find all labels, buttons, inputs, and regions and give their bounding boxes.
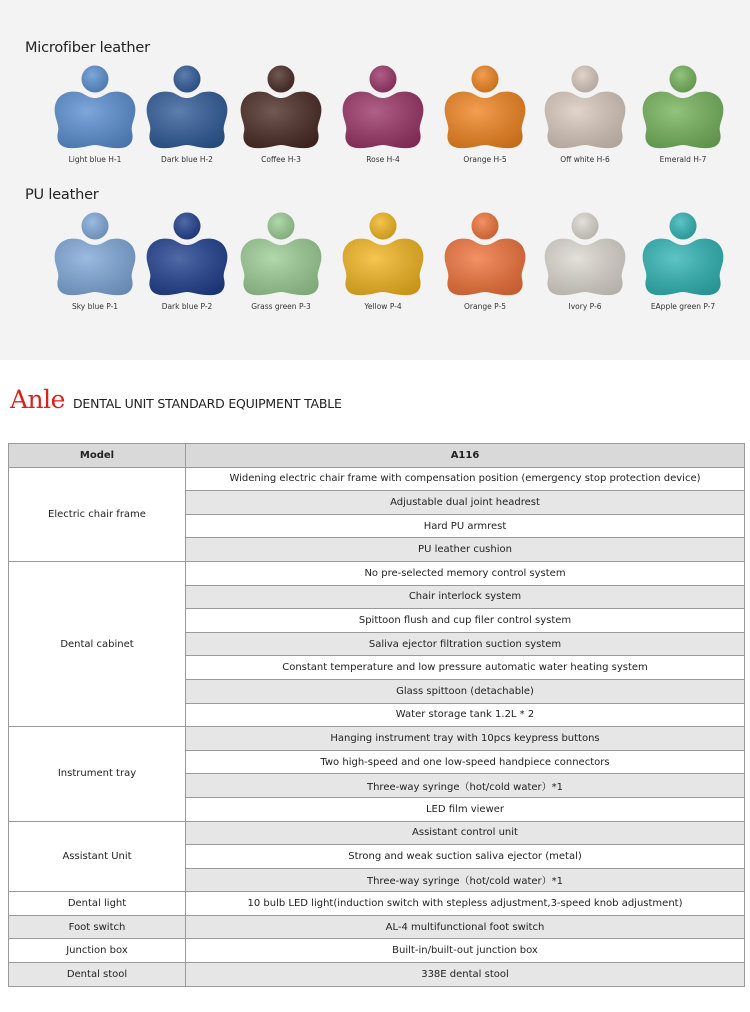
table-row (9, 915, 745, 939)
chair-swatch-icon (435, 62, 535, 162)
swatch-label: Orange H-5 (463, 155, 507, 164)
category-cell: Dental cabinet (9, 561, 186, 726)
equipment-item-cell: Constant temperature and low pressure automatic water heating system (186, 656, 745, 680)
equipment-item-cell: LED film viewer (186, 797, 745, 821)
chair-swatch-icon (535, 209, 635, 309)
category-cell: Junction box (9, 939, 186, 963)
equipment-item-cell: PU leather cushion (186, 538, 745, 562)
microfiber-section-title: Microfiber leather (25, 40, 150, 56)
color-swatch (333, 209, 433, 349)
color-swatch (333, 62, 433, 202)
equipment-item-cell: Assistant control unit (186, 821, 745, 845)
swatch-label: Rose H-4 (366, 155, 400, 164)
swatch-label: Light blue H-1 (68, 155, 122, 164)
equipment-item-cell: Hard PU armrest (186, 514, 745, 538)
table-row (9, 561, 745, 585)
chair-swatch-icon (633, 62, 733, 162)
chair-swatch-icon (231, 62, 331, 162)
swatch-label: Emerald H-7 (659, 155, 707, 164)
color-swatch (435, 62, 535, 202)
equipment-table-body (9, 467, 745, 986)
category-cell: Foot switch (9, 915, 186, 939)
equipment-item-cell: Built-in/built-out junction box (186, 939, 745, 963)
swatch-label: Off white H-6 (560, 155, 610, 164)
category-cell: Instrument tray (9, 727, 186, 821)
chair-swatch-icon (137, 62, 237, 162)
equipment-item-cell: Two high-speed and one low-speed handpiece connectors (186, 750, 745, 774)
swatch-label: Yellow P-4 (364, 302, 402, 311)
equipment-item-cell: Water storage tank 1.2L * 2 (186, 703, 745, 727)
swatch-label: Coffee H-3 (261, 155, 301, 164)
swatch-label: Grass green P-3 (251, 302, 311, 311)
equipment-item-cell: Widening electric chair frame with compensation position (emergency stop protection device) (186, 467, 745, 491)
pu-section-title: PU leather (25, 187, 99, 203)
equipment-item-cell: Saliva ejector filtration suction system (186, 632, 745, 656)
category-cell: Dental light (9, 892, 186, 916)
equipment-item-cell: No pre-selected memory control system (186, 561, 745, 585)
table-title: DENTAL UNIT STANDARD EQUIPMENT TABLE (72, 396, 342, 411)
color-swatch (435, 209, 535, 349)
equipment-item-cell: Glass spittoon (detachable) (186, 679, 745, 703)
chair-swatch-icon (333, 62, 433, 162)
equipment-item-cell: Strong and weak suction saliva ejector (metal) (186, 845, 745, 869)
header-model-cell: Model (9, 444, 186, 468)
equipment-item-cell: Three-way syringe（hot/cold water）*1 (186, 868, 745, 892)
equipment-item-cell: 10 bulb LED light(induction switch with stepless adjustment,3-speed knob adjustment) (186, 892, 745, 916)
chair-swatch-icon (435, 209, 535, 309)
color-swatch (633, 62, 733, 202)
chair-swatch-icon (45, 62, 145, 162)
table-row (9, 727, 745, 751)
color-swatch (231, 209, 331, 349)
color-swatch (137, 62, 237, 202)
swatch-label: EApple green P-7 (650, 302, 716, 311)
equipment-table (8, 443, 745, 987)
leather-swatch-panel (0, 0, 750, 360)
swatch-label: Ivory P-6 (568, 302, 602, 311)
chair-swatch-icon (333, 209, 433, 309)
swatch-label: Dark blue P-2 (161, 302, 213, 311)
microfiber-swatch-row (0, 62, 750, 202)
equipment-item-cell: AL-4 multifunctional foot switch (186, 915, 745, 939)
color-swatch (535, 209, 635, 349)
color-swatch (231, 62, 331, 202)
equipment-item-cell: Spittoon flush and cup filer control system (186, 609, 745, 633)
color-swatch (535, 62, 635, 202)
chair-swatch-icon (137, 209, 237, 309)
table-header-row (9, 444, 745, 468)
category-cell: Electric chair frame (9, 467, 186, 561)
color-swatch (45, 62, 145, 202)
category-cell: Assistant Unit (9, 821, 186, 892)
color-swatch (45, 209, 145, 349)
table-row (9, 892, 745, 916)
chair-swatch-icon (45, 209, 145, 309)
chair-swatch-icon (633, 209, 733, 309)
table-heading (10, 385, 342, 415)
header-model-value-cell: A116 (186, 444, 745, 468)
equipment-item-cell: Chair interlock system (186, 585, 745, 609)
swatch-label: Sky blue P-1 (71, 302, 119, 311)
category-cell: Dental stool (9, 963, 186, 987)
equipment-item-cell: Adjustable dual joint headrest (186, 491, 745, 515)
color-swatch (633, 209, 733, 349)
chair-swatch-icon (535, 62, 635, 162)
chair-swatch-icon (231, 209, 331, 309)
equipment-item-cell: Three-way syringe（hot/cold water）*1 (186, 774, 745, 798)
swatch-label: Dark blue H-2 (161, 155, 213, 164)
pu-swatch-row (0, 209, 750, 349)
color-swatch (137, 209, 237, 349)
brand-logo-text: Anle (10, 385, 65, 414)
table-row (9, 467, 745, 491)
table-row (9, 963, 745, 987)
table-row (9, 939, 745, 963)
equipment-item-cell: Hanging instrument tray with 10pcs keypress buttons (186, 727, 745, 751)
swatch-label: Orange P-5 (464, 302, 506, 311)
table-row (9, 821, 745, 845)
equipment-item-cell: 338E dental stool (186, 963, 745, 987)
